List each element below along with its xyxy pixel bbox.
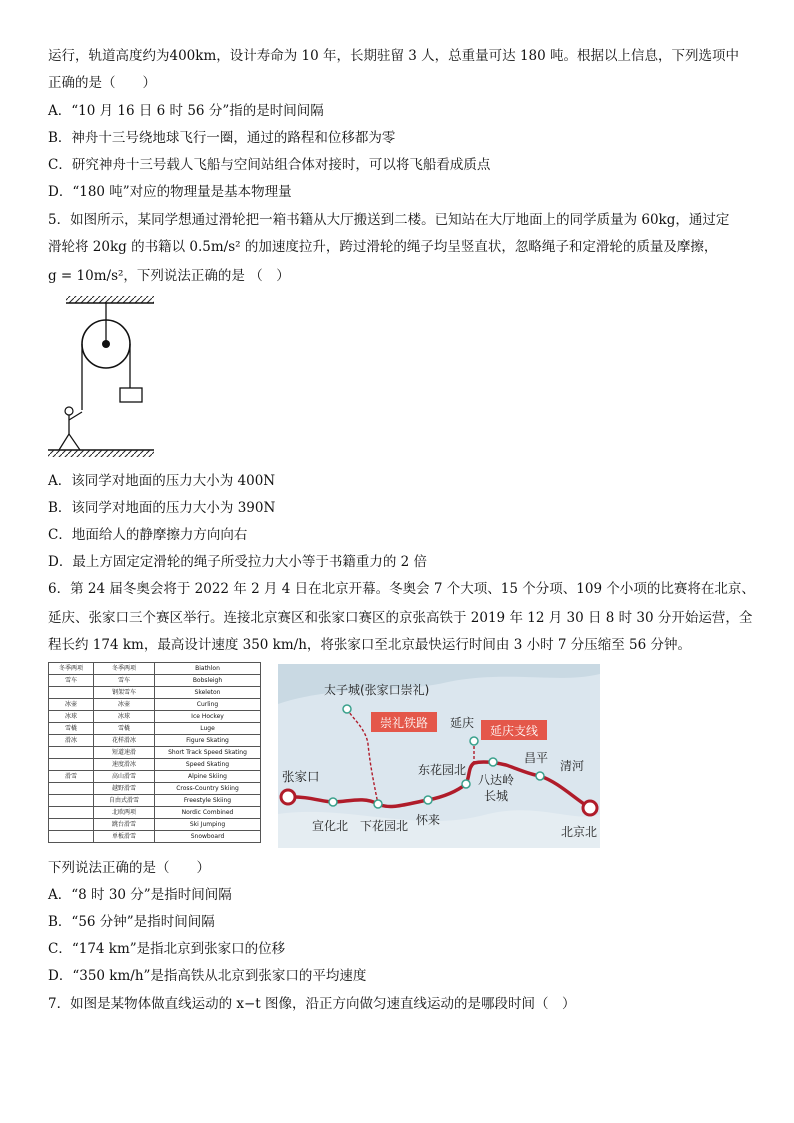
person-arm	[69, 412, 82, 420]
table-row	[49, 747, 261, 759]
station-dongyuan	[462, 780, 470, 788]
question-7-line: 7．如图是某物体做直线运动的 x−t 图像，沿正方向做匀速直线运动的是哪段时间（ ）	[48, 996, 576, 1012]
table-cell: 冰球	[94, 711, 155, 723]
table-cell: Cross-Country Skiing	[155, 783, 261, 795]
table-cell: 自由式滑雪	[94, 795, 155, 807]
table-row	[49, 771, 261, 783]
question-6-line: 延庆、张家口三个赛区举行。连接北京赛区和张家口赛区的京张高铁于 2019 年 12 月 30 日 8 时 30 分开始运营，全	[48, 610, 753, 626]
label-taizicheng: 太子城(张家口崇礼)	[324, 683, 430, 697]
table-cell: Skeleton	[155, 687, 261, 699]
option-b: B．神舟十三号绕地球飞行一圈，通过的路程和位移都为零	[48, 130, 396, 146]
table-cell: Alpine Skiing	[155, 771, 261, 783]
table-cell: 冰壶	[49, 699, 94, 711]
table-cell: Speed Skating	[155, 759, 261, 771]
table-row	[49, 795, 261, 807]
label-huailai: 怀来	[416, 813, 441, 827]
question-6-line: 6．第 24 届冬奥会将于 2022 年 2 月 4 日在北京开幕。冬奥会 7 个大项、15 个分项、109 个小项的比赛将在北京、	[48, 581, 755, 597]
ceiling-hatch	[66, 296, 154, 303]
label-qinghe: 清河	[560, 759, 585, 773]
option-d: D．“180 吨”对应的物理量是基本物理量	[48, 184, 292, 200]
label-xuanhua: 宣化北	[312, 819, 349, 833]
table-header-row	[49, 663, 261, 675]
station-taizicheng	[343, 705, 351, 713]
option-c: C．“174 km”是指北京到张家口的位移	[48, 941, 286, 957]
table-cell: Curling	[155, 699, 261, 711]
label-yanqing: 延庆	[450, 716, 475, 730]
table-cell: 滑雪	[49, 771, 94, 783]
table-cell: Nordic Combined	[155, 807, 261, 819]
person-leg	[69, 434, 80, 450]
table-cell: 钢架雪车	[94, 687, 155, 699]
table-row	[49, 699, 261, 711]
table-cell: 雪橇	[49, 723, 94, 735]
table-cell: Short Track Speed Skating	[155, 747, 261, 759]
station-beijingbei	[583, 801, 597, 815]
table-cell: 冬季两项	[49, 663, 94, 675]
ground-hatch	[48, 450, 154, 457]
option-b: B．“56 分钟”是指时间间隔	[48, 914, 215, 930]
table-cell: 滑冰	[49, 735, 94, 747]
table-cell: 冰球	[49, 711, 94, 723]
table-cell: 高山滑雪	[94, 771, 155, 783]
table-cell: Ice Hockey	[155, 711, 261, 723]
pulley-diagram	[44, 292, 164, 462]
book-box	[120, 388, 142, 402]
question-5-line: 滑轮将 20kg 的书籍以 0.5m/s² 的加速度拉升，跨过滑轮的绳子均呈竖直状，忽略绳子和定滑轮的质量及摩擦，	[48, 239, 718, 255]
table-cell: 短道速滑	[94, 747, 155, 759]
table-cell: 雪车	[49, 675, 94, 687]
pulley-axle	[102, 340, 110, 348]
option-d: D．最上方固定定滑轮的绳子所受拉力大小等于书籍重力的 2 倍	[48, 554, 427, 570]
question-6-line: 程长约 174 km，最高设计速度 350 km/h，将张家口至北京最快运行时间由 3 小时 7 分压缩至 56 分钟。	[48, 637, 692, 653]
table-row	[49, 759, 261, 771]
table-cell: 速度滑冰	[94, 759, 155, 771]
option-a: A．“8 时 30 分”是指时间间隔	[48, 887, 232, 903]
table-row	[49, 723, 261, 735]
station-huailai	[424, 796, 432, 804]
station-changping	[536, 772, 544, 780]
table-cell: Figure Skating	[155, 735, 261, 747]
table-cell	[49, 759, 94, 771]
table-cell: Freestyle Skiing	[155, 795, 261, 807]
table-cell	[49, 819, 94, 831]
table-cell: Biathlon	[155, 663, 261, 675]
label-changping: 昌平	[524, 751, 549, 765]
label-dongyuan: 东花园北	[418, 763, 467, 777]
table-cell: 单板滑雪	[94, 831, 155, 843]
table-row	[49, 735, 261, 747]
table-cell: Bobsleigh	[155, 675, 261, 687]
table-cell: 冬季两项	[94, 663, 155, 675]
table-cell	[49, 747, 94, 759]
option-c: C．研究神舟十三号载人飞船与空间站组合体对接时，可以将飞船看成质点	[48, 157, 491, 173]
station-xuanhua	[329, 798, 337, 806]
label-badaling: 八达岭	[478, 773, 515, 787]
table-row	[49, 675, 261, 687]
table-row	[49, 831, 261, 843]
chongli-line-label: 崇礼铁路	[379, 716, 429, 730]
table-cell: 北欧两项	[94, 807, 155, 819]
station-badaling	[489, 758, 497, 766]
table-cell: 越野滑雪	[94, 783, 155, 795]
option-b: B．该同学对地面的压力大小为 390N	[48, 500, 276, 516]
station-xiahuayuan	[374, 800, 382, 808]
table-cell	[49, 783, 94, 795]
label-zhangjiakou: 张家口	[282, 769, 320, 784]
table-cell: Snowboard	[155, 831, 261, 843]
station-zhangjiakou	[281, 790, 295, 804]
table-row	[49, 783, 261, 795]
winter-sports-table	[48, 662, 261, 844]
table-cell: 雪车	[94, 675, 155, 687]
option-a: A．“10 月 16 日 6 时 56 分”指的是时间间隔	[48, 103, 324, 119]
table-cell: 跳台滑雪	[94, 819, 155, 831]
table-cell	[49, 831, 94, 843]
label-xiahuayuan: 下花园北	[360, 819, 409, 833]
table-row	[49, 711, 261, 723]
question-text-line: 运行，轨道高度约为400km，设计寿命为 10 年，长期驻留 3 人，总重量可达 180 吨。根据以上信息，下列选项中	[48, 48, 740, 64]
label-changcheng: 长城	[484, 789, 509, 803]
table-row	[49, 687, 261, 699]
label-beijingbei: 北京北	[561, 825, 598, 839]
question-6-prompt: 下列说法正确的是（ ）	[48, 860, 210, 876]
table-cell	[49, 687, 94, 699]
option-c: C．地面给人的静摩擦力方向向右	[48, 527, 248, 543]
option-a: A．该同学对地面的压力大小为 400N	[48, 473, 276, 489]
yanqing-branch-label: 延庆支线	[489, 724, 539, 738]
railway-map	[278, 664, 600, 848]
person-head	[65, 407, 73, 415]
table-cell	[49, 795, 94, 807]
table-row	[49, 807, 261, 819]
question-text-line: 正确的是（ ）	[48, 75, 156, 91]
question-5-line: 5．如图所示，某同学想通过滑轮把一箱书籍从大厅搬送到二楼。已知站在大厅地面上的同学质量为 60kg，通过定	[48, 212, 730, 228]
option-d: D．“350 km/h”是指高铁从北京到张家口的平均速度	[48, 968, 367, 984]
question-5-line: g = 10m/s²，下列说法正确的是 （ ）	[48, 268, 290, 284]
table-cell: 雪橇	[94, 723, 155, 735]
table-cell: Luge	[155, 723, 261, 735]
table-cell	[49, 807, 94, 819]
table-cell: Ski Jumping	[155, 819, 261, 831]
table-cell: 花样滑冰	[94, 735, 155, 747]
person-leg	[59, 434, 69, 450]
table-row	[49, 819, 261, 831]
station-yanqing	[470, 737, 478, 745]
table-cell: 冰壶	[94, 699, 155, 711]
